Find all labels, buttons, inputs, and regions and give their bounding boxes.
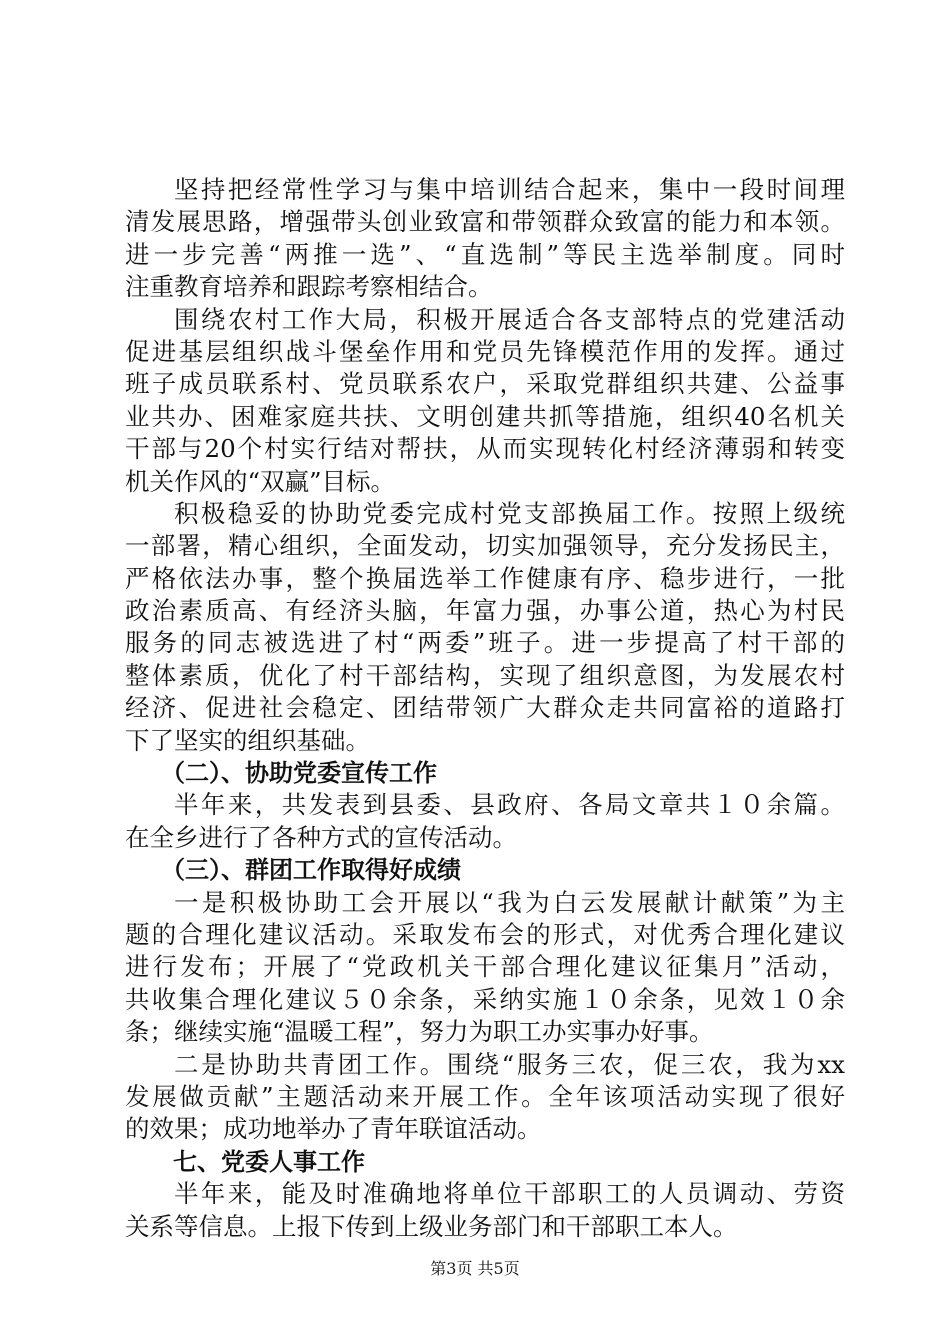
text-line: 干部与20个村实行结对帮扶，从而实现转化村经济薄弱和转变	[125, 434, 845, 464]
text-line: 业共办、困难家庭共扶、文明创建共抓等措施，组织40名机关	[125, 401, 845, 431]
text-line: 二是协助共青团工作。围绕“服务三农，促三农，我为xx	[174, 1049, 845, 1079]
paragraph	[125, 498, 845, 757]
document-body	[125, 174, 845, 1243]
section-heading: （三）、群团工作取得好成绩	[161, 856, 461, 885]
paragraph	[125, 887, 845, 1049]
text-line: 发展做贡献”主题活动来开展工作。全年该项活动实现了很好	[125, 1081, 845, 1111]
paragraph	[125, 789, 845, 854]
text-line: 围绕农村工作大局，积极开展适合各支部特点的党建活动	[174, 304, 845, 334]
text-line: 进行发布；开展了“党政机关干部合理化建议征集月”活动，	[125, 952, 845, 982]
text-line: 经济、促进社会稳定、团结带领广大群众走共同富裕的道路打	[125, 693, 845, 723]
paragraph	[125, 174, 845, 304]
section-heading: 七、党委人事工作	[173, 1147, 365, 1176]
section-heading: （二）、协助党委宣传工作	[161, 759, 437, 788]
text-line: 政治素质高、有经济头脑，年富力强，办事公道，热心为村民	[125, 596, 845, 626]
text-line: 条；继续实施“温暖工程”，努力为职工办实事办好事。	[125, 1017, 714, 1047]
text-line: 服务的同志被选进了村“两委”班子。进一步提高了村干部的	[125, 628, 845, 658]
text-line: 关系等信息。上报下传到上级业务部门和干部职工本人。	[125, 1211, 738, 1241]
text-line: 坚持把经常性学习与集中培训结合起来，集中一段时间理	[174, 175, 845, 204]
text-line: 题的合理化建议活动。采取发布会的形式，对优秀合理化建议	[125, 919, 845, 949]
text-line: 一部署，精心组织，全面发动，切实加强领导，充分发扬民主，	[125, 531, 845, 561]
text-line: 积极稳妥的协助党委完成村党支部换届工作。按照上级统	[174, 498, 845, 528]
text-line: 下了坚实的组织基础。	[125, 725, 370, 755]
text-line: 严格依法办事，整个换届选举工作健康有序、稳步进行，一批	[125, 563, 845, 593]
text-line: 清发展思路，增强带头创业致富和带领群众致富的能力和本领。	[125, 207, 845, 237]
text-line: 整体素质，优化了村干部结构，实现了组织意图，为发展农村	[125, 660, 845, 690]
text-line: 在全乡进行了各种方式的宣传活动。	[125, 822, 517, 852]
text-line: 进一步完善“两推一选”、“直选制”等民主选举制度。同时	[125, 239, 845, 269]
text-line: 一是积极协助工会开展以“我为白云发展献计献策”为主	[174, 887, 845, 917]
text-line: 半年来，能及时准确地将单位干部职工的人员调动、劳资	[174, 1179, 845, 1209]
page-footer: 第3页 共5页	[430, 1259, 520, 1278]
text-line: 的效果；成功地举办了青年联谊活动。	[125, 1114, 542, 1144]
text-line: 半年来，共发表到县委、县政府、各局文章共１０余篇。	[174, 790, 845, 820]
text-line: 共收集合理化建议５０余条，采纳实施１０余条，见效１０余	[125, 984, 845, 1014]
paragraph	[125, 304, 845, 498]
paragraph	[125, 1178, 845, 1243]
text-line: 注重教育培养和跟踪考察相结合。	[125, 272, 493, 302]
paragraph	[125, 1049, 845, 1146]
text-line: 促进基层组织战斗堡垒作用和党员先锋模范作用的发挥。通过	[125, 336, 845, 366]
text-line: 机关作风的“双赢”目标。	[125, 466, 396, 496]
text-line: 班子成员联系村、党员联系农户，采取党群组织共建、公益事	[125, 369, 845, 399]
